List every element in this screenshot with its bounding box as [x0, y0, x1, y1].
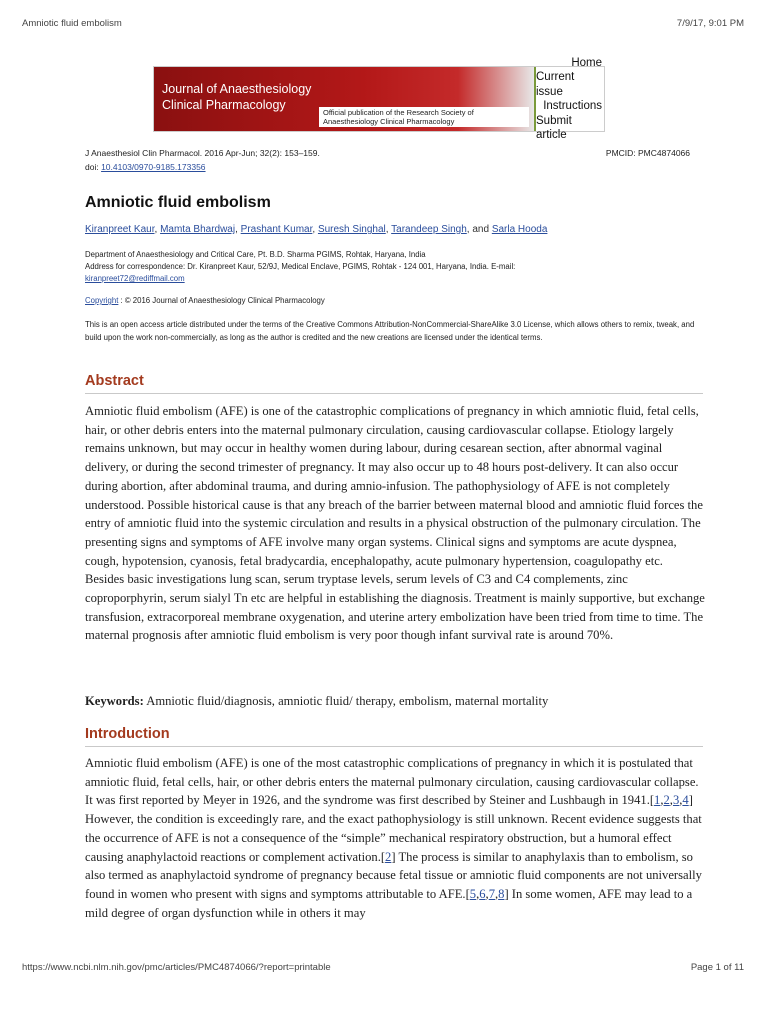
nav-current-issue-link[interactable]: Current issue: [536, 71, 575, 98]
affiliation: [85, 249, 698, 285]
reference-link[interactable]: 4: [682, 793, 689, 808]
author-link[interactable]: Prashant Kumar: [240, 224, 313, 235]
author-link[interactable]: Mamta Bhardwaj: [160, 224, 236, 235]
reference-link[interactable]: 6: [479, 886, 486, 901]
copyright-text: : © 2016 Journal of Anaesthesiology Clinical Pharmacology: [118, 296, 325, 305]
nav-submit-article-link[interactable]: Submit article: [536, 114, 572, 141]
author-link[interactable]: Tarandeep Singh: [391, 224, 467, 235]
email-link[interactable]: kiranpreet72@rediffmail.com: [85, 274, 185, 283]
print-footer: [22, 962, 744, 976]
doi-link[interactable]: 10.4103/0970-9185.173356: [101, 162, 206, 172]
reference-link[interactable]: 2: [385, 849, 392, 864]
introduction-text: Amniotic fluid embolism (AFE) is one of the most catastrophic complications of pregnancy in which it is postulated that amniotic fluid, fetal cells, hair, or other debris enters the maternal pulmonary circulation, causing cardiovascular collapse. It was first reported by Meyer in 1926, and the syndrome was first described by Steiner and Lushbaugh in 1941.[1,2,3,4] However, the condition is exceedingly rare, and the exact pathophysiology is still unknown. Recent evidence suggests that the occurrence of AFE is not a consequence of the “simple” mechanical respiratory obstruction, but a humoral effect causing anaphylactoid reactions or complement activation.[2] The process is similar to anaphylaxis than to embolism, so also termed as anaphylactoid syndrome of pregnancy because fetal tissue or amniotic fluid components are not universally found in women who present with signs and symptoms attributable to AFE.[5,6,7,8] In some women, AFE may lead to a mild degree of organ dysfunction while in others it may: [85, 756, 702, 920]
print-header-title: Amniotic fluid embolism: [22, 18, 122, 29]
journal-subtitle-line2: Anaesthesiology Clinical Pharmacology: [323, 117, 455, 126]
journal-name-line1: Journal of Anaesthesiology: [162, 82, 312, 96]
banner-logo-area: [154, 67, 534, 131]
doi-label: doi:: [85, 162, 102, 172]
print-header: [22, 18, 744, 32]
author-list: Kiranpreet Kaur, Mamta Bhardwaj, Prashant Kumar, Suresh Singhal, Tarandeep Singh, and Sarla Hooda: [85, 224, 548, 235]
reference-link[interactable]: 7: [488, 886, 495, 901]
correspondence-address: Address for correspondence: Dr. Kiranpreet Kaur, 52/9J, Medical Enclave, PGIMS, Rohtak - 124 001, Haryana, India. E-mail:: [85, 262, 516, 271]
license-text: This is an open access article distributed under the terms of the Creative Commons Attribution-NonCommercial-ShareAlike 3.0 License, which allows others to remix, tweak, and build upon the work non-commercially, as long as the author is credited and the new creations are licensed under the identical terms.: [85, 320, 695, 342]
department: Department of Anaesthesiology and Critical Care, Pt. B.D. Sharma PGIMS, Rohtak, Haryana, India: [85, 250, 426, 259]
page-number: Page 1 of 11: [690, 962, 744, 973]
journal-subtitle-line1: Official publication of the Research Society of: [323, 108, 474, 117]
print-header-datetime: 7/9/17, 9:01 PM: [676, 18, 744, 29]
journal-banner: [153, 56, 605, 141]
author-link[interactable]: Suresh Singhal: [317, 224, 386, 235]
keywords-label: Keywords:: [85, 694, 144, 708]
doi-line: [85, 162, 690, 172]
journal-name-line2: Clinical Pharmacology: [162, 98, 286, 112]
nav-home-link[interactable]: Home: [571, 56, 602, 69]
journal-name[interactable]: [162, 81, 311, 113]
reference-link[interactable]: 5: [469, 886, 477, 901]
introduction-heading: Introduction: [85, 726, 703, 747]
citation-text: J Anaesthesiol Clin Pharmacol. 2016 Apr-Jun; 32(2): 153–159.: [85, 148, 320, 158]
abstract-text: Amniotic fluid embolism (AFE) is one of the catastrophic complications of pregnancy in which amniotic fluid, fetal cells, hair, or other debris enters into the maternal pulmonary circulation, causing cardiovascular collapse. Etiology largely remains unknown, but may occur in healthy women during labour, during cesarean section, after abnormal vaginal delivery, or during the second trimester of pregnancy. It may also occur up to 48 hours post-delivery. It can also occur during abortion, after abdominal trauma, and during amnio-infusion. The pathophysiology of AFE is not completely understood. Possible historical cause is that any breach of the barrier between maternal blood and amniotic fluid forces the entry of amniotic fluid into the systemic circulation and results in a physical obstruction of the pulmonary circulation. The presenting signs and symptoms of AFE involve many organ systems. Clinical signs and symptoms are acute dyspnea, cough, hypotension, cyanosis, fetal bradycardia, encephalopathy, acute pulmonary hypertension, coagulopathy etc. Besides basic investigations lung scan, serum tryptase levels, serum levels of C3 and C4 complements, zinc coproporphyrin, serum sialyl Tn etc are helpful in establishing the diagnosis. Treatment is mainly supportive, but exchange transfusion, extracorporeal membrane oxygenation, and uterine artery embolization have been tried from time to time. The maternal prognosis after amniotic fluid embolism is very poor though infant survival rate is around 70%.: [85, 404, 705, 643]
reference-link[interactable]: 2: [663, 793, 670, 808]
article-title: Amniotic fluid embolism: [85, 194, 271, 211]
abstract-heading: Abstract: [85, 373, 703, 394]
page-url: https://www.ncbi.nlm.nih.gov/pmc/articles/PMC4874066/?report=printable: [22, 962, 331, 973]
nav-instructions-link[interactable]: Instructions: [543, 100, 602, 112]
author-link[interactable]: Kiranpreet Kaur: [85, 224, 155, 235]
pmcid: PMCID: PMC4874066: [605, 148, 690, 158]
keywords: [85, 692, 705, 711]
banner-nav: [534, 56, 604, 141]
keywords-text: Amniotic fluid/diagnosis, amniotic fluid/ therapy, embolism, maternal mortality: [143, 694, 549, 708]
copyright: [85, 296, 698, 305]
reference-link[interactable]: 3: [672, 793, 680, 808]
reference-link[interactable]: 8: [498, 886, 505, 901]
journal-subtitle: [319, 107, 529, 127]
reference-link[interactable]: 1: [654, 793, 661, 808]
copyright-link[interactable]: Copyright: [85, 296, 119, 305]
citation-line: [85, 148, 690, 158]
author-link[interactable]: Sarla Hooda: [491, 224, 548, 235]
